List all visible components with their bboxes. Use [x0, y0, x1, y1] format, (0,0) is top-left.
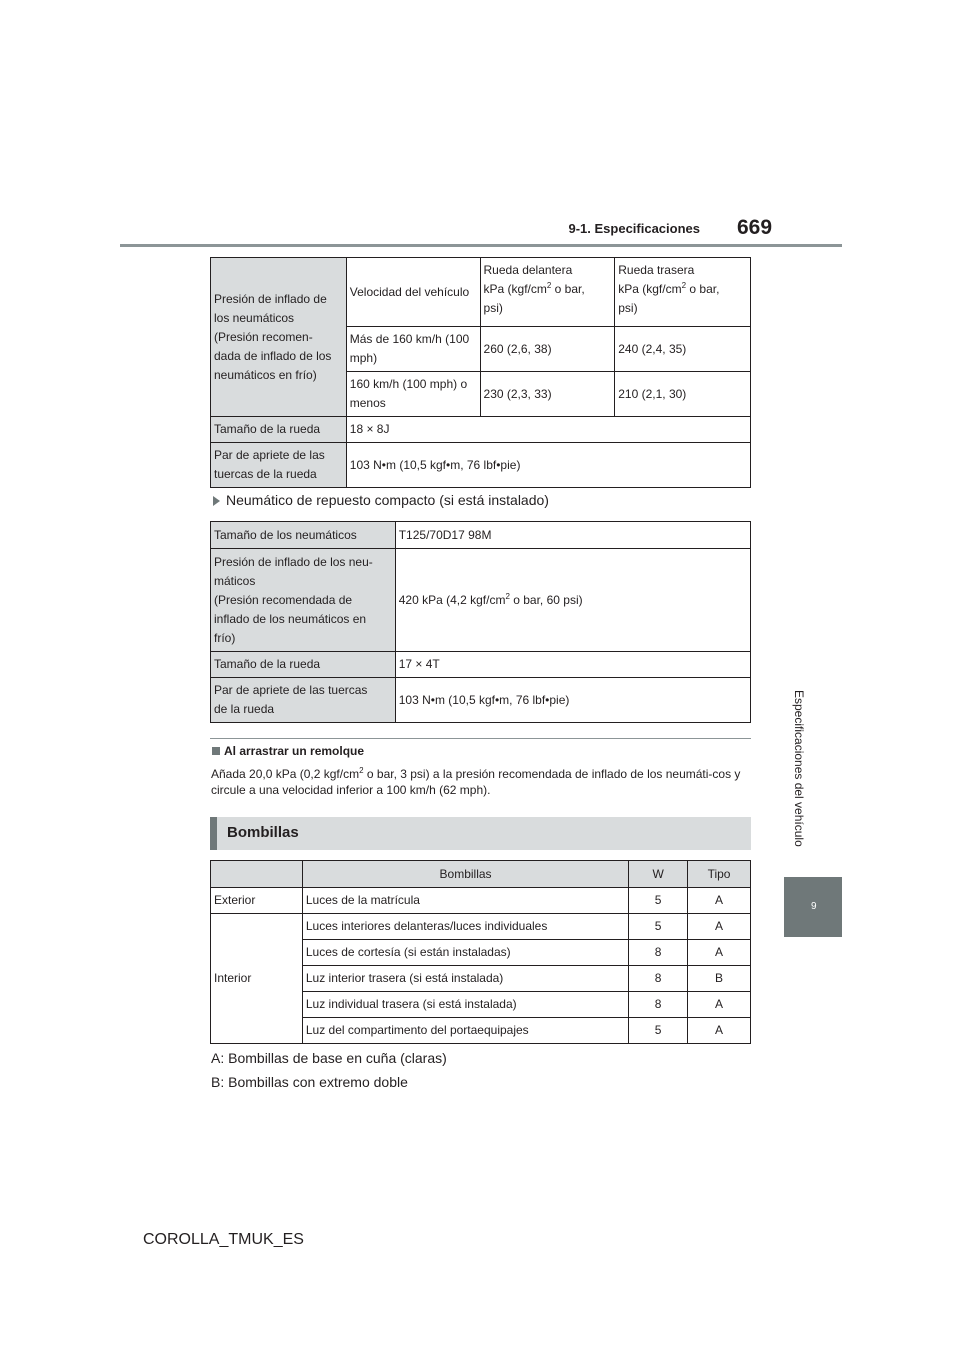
bulb-note-a: A: Bombillas de base en cuña (claras) — [211, 1050, 447, 1066]
page-number: 669 — [737, 216, 773, 239]
bulb-type: A — [688, 940, 751, 966]
document-code: COROLLA_TMUK_ES — [143, 1231, 304, 1248]
front-pressure-cell: 260 (2,6, 38) — [480, 327, 615, 372]
exterior-label: Exterior — [211, 888, 303, 914]
chapter-tab[interactable]: 9 — [784, 877, 842, 937]
bulbs-table — [210, 860, 751, 1044]
bulb-watt: 8 — [629, 992, 688, 1018]
tire-pressure-table — [210, 257, 751, 488]
bulb-watt: 8 — [629, 966, 688, 992]
triangle-bullet-icon — [213, 496, 220, 506]
bulb-name: Luces interiores delanteras/luces individuales — [302, 914, 628, 940]
bulb-watt: 8 — [629, 940, 688, 966]
bulb-watt: 5 — [629, 888, 688, 914]
front-pressure-cell: 230 (2,3, 33) — [480, 372, 615, 417]
bulb-name: Luz del compartimento del portaequipajes — [302, 1018, 628, 1044]
col-type-header: Tipo — [688, 861, 751, 888]
header-rule — [120, 244, 842, 247]
col-bulbs-header: Bombillas — [302, 861, 628, 888]
bulb-watt: 5 — [629, 914, 688, 940]
wheel-size-value: 18 × 8J — [346, 417, 750, 443]
speed-cell: 160 km/h (100 mph) o menos — [346, 372, 480, 417]
bulb-type: A — [688, 1018, 751, 1044]
towing-text: Añada 20,0 kPa (0,2 kgf/$cm^2$ o bar, 3 psi) a la presión recomendada de inflado de los neumáti-cos y circule a una velocidad inferior a 100 km/h (62 mph). — [211, 766, 741, 797]
tire-size-value: T125/70D17 98M — [395, 522, 750, 549]
bulb-type: A — [688, 914, 751, 940]
bulb-type: A — [688, 992, 751, 1018]
rear-pressure-cell: 210 (2,1, 30) — [615, 372, 751, 417]
bulb-name: Luces de la matrícula — [302, 888, 628, 914]
header-empty-cell — [211, 861, 303, 888]
towing-heading: Al arrastrar un remolque — [212, 744, 364, 758]
speed-header: Velocidad del vehículo — [346, 258, 480, 327]
section-divider — [210, 738, 751, 739]
speed-cell: Más de 160 km/h (100 mph) — [346, 327, 480, 372]
bulb-name: Luces de cortesía (si están instaladas) — [302, 940, 628, 966]
bulb-note-b: B: Bombillas con extremo doble — [211, 1074, 408, 1090]
pressure-label: Presión de inflado de los neumáticos (Presión recomen- dada de inflado de los neumáticos en frío) — [211, 258, 347, 417]
tire-size-label: Tamaño de los neumáticos — [211, 522, 396, 549]
torque-value: 103 N•m (10,5 kgf•m, 76 lbf•pie) — [395, 678, 750, 723]
rear-header: Rueda trasera kPa ($kgf/cm^2$ o bar, psi) — [615, 258, 751, 327]
section-title: 9-1. Especificaciones — [568, 221, 700, 236]
col-w-header: W — [629, 861, 688, 888]
front-header: Rueda delantera kPa ($kgf/cm^2$ o bar, psi) — [480, 258, 615, 327]
pressure-label: Presión de inflado de los neu- máticos (Presión recomendada de inflado de los neumáticos en frío) — [211, 549, 396, 652]
chapter-title: Especificaciones del vehículo — [792, 690, 806, 847]
bulb-type: B — [688, 966, 751, 992]
bulb-name: Luz individual trasera (si está instalada) — [302, 992, 628, 1018]
pressure-value: 420 kPa (4,2 kgf/$cm^2$ o bar, 60 psi) — [395, 549, 750, 652]
table-row — [211, 888, 751, 914]
torque-label: Par de apriete de las tuercas de la rueda — [211, 678, 396, 723]
bulb-watt: 5 — [629, 1018, 688, 1044]
square-bullet-icon — [212, 747, 220, 755]
torque-label: Par de apriete de las tuercas de la rueda — [211, 443, 347, 488]
table-row — [211, 914, 751, 940]
torque-value: 103 N•m (10,5 kgf•m, 76 lbf•pie) — [346, 443, 750, 488]
wheel-size-label: Tamaño de la rueda — [211, 652, 396, 678]
compact-spare-table — [210, 521, 751, 723]
rear-pressure-cell: 240 (2,4, 35) — [615, 327, 751, 372]
wheel-size-value: 17 × 4T — [395, 652, 750, 678]
bulb-name: Luz interior trasera (si está instalada) — [302, 966, 628, 992]
interior-label: Interior — [211, 914, 303, 1044]
wheel-size-label: Tamaño de la rueda — [211, 417, 347, 443]
bulbs-heading: Bombillas — [210, 817, 751, 850]
bulb-type: A — [688, 888, 751, 914]
compact-spare-heading: Neumático de repuesto compacto (si está instalado) — [213, 492, 549, 508]
